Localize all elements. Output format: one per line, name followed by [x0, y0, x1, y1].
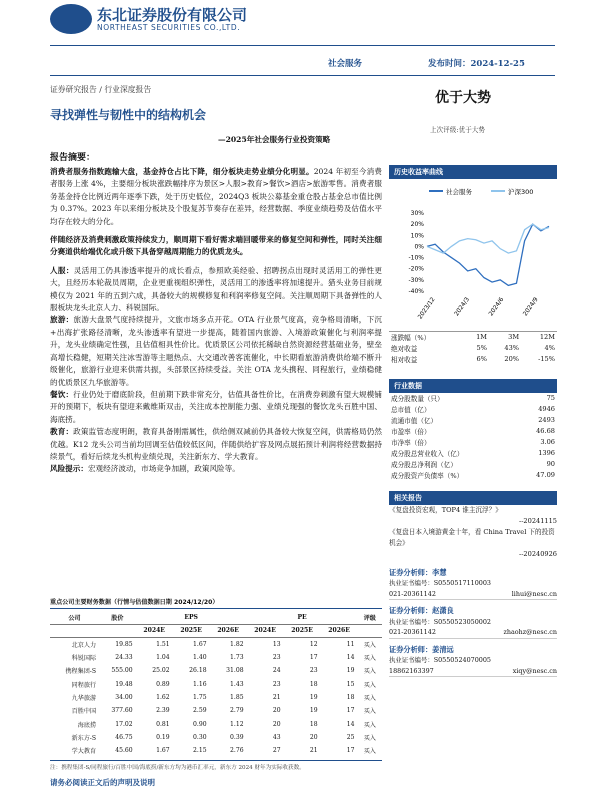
- table-cell: 19: [309, 693, 318, 701]
- header-divider: [50, 45, 555, 46]
- y-tick-label: -40%: [408, 288, 424, 295]
- perf-header-cell: 1M: [476, 333, 488, 342]
- table-row: [50, 744, 382, 757]
- table-cell: 377.60: [111, 707, 133, 715]
- summary-paragraph: [50, 234, 382, 259]
- summary-paragraph: [50, 314, 382, 388]
- table-cell: 1.67: [193, 640, 207, 648]
- analyst-card: [389, 606, 557, 639]
- analyst-phone: 18862163397: [389, 666, 434, 675]
- perf-header-cell: 12M: [539, 333, 555, 342]
- series-line: [427, 224, 549, 285]
- table-row: [50, 704, 382, 717]
- table-cell: 0.81: [156, 720, 170, 728]
- table-cell: 买入: [363, 668, 376, 676]
- rating: 优于大势: [435, 90, 491, 106]
- fin-subheader: [358, 624, 382, 637]
- table-cell: 21: [272, 693, 281, 701]
- table-cell: 18: [346, 693, 355, 701]
- perf-cell: 4%: [544, 344, 555, 352]
- perf-header-cell: 3M: [508, 333, 520, 342]
- table-cell: 34.00: [115, 693, 133, 701]
- table-cell: 14: [346, 720, 355, 728]
- table-cell: 17: [346, 707, 355, 715]
- fin-table-block: [50, 597, 382, 771]
- analysts: [389, 568, 557, 678]
- table-cell: 2.79: [230, 707, 244, 715]
- paragraph-lead: 消费者服务指数跑输大盘，基金持仓占比下降，细分板块走势业绩分化明显。: [50, 167, 314, 176]
- table-cell: 43: [272, 733, 281, 741]
- y-tick-label: 0%: [414, 243, 424, 251]
- table-cell: 买入: [363, 641, 376, 649]
- table-row: [50, 677, 382, 690]
- fin-subheader: 2024E: [143, 627, 165, 635]
- paragraph-lead: 人服：: [50, 265, 74, 275]
- paragraph-lead: 餐饮：: [50, 389, 74, 399]
- paragraph-lead: 旅游：: [50, 315, 74, 325]
- table-row: [50, 691, 382, 704]
- perf-row: [389, 354, 557, 365]
- table-cell: 同程旅行: [71, 681, 97, 689]
- footer-disclaimer: 请务必阅读正文后的声明及说明: [50, 778, 155, 787]
- table-cell: 1.12: [230, 720, 244, 728]
- table-cell: 北京人力: [71, 641, 97, 649]
- table-cell: 25.02: [152, 667, 170, 675]
- paragraph-text: 2024 年初至今消费者服务上涨 4%，主要细分板块涨跌幅排序为景区>人服>教育>餐饮>酒店>旅游零售。消费者服务基金持仓比例近两年逐季下跌，处于历史低位，2024Q3 板块公募基金重仓股占基金总市值比例为 0.37%。2023 年以来细分板块及个股复苏节奏存在差异，经营数据、季度业绩趋势及估值水平均存在较大的分化。: [50, 167, 382, 226]
- table-cell: 1.51: [156, 640, 170, 648]
- industry-cell: 成分股总营业收入（亿）: [391, 450, 464, 458]
- perf-cell: 5%: [476, 344, 488, 352]
- table-cell: 17.02: [115, 720, 133, 728]
- header-category: 社会服务: [328, 59, 363, 69]
- table-cell: 百胜中国: [71, 708, 97, 716]
- x-tick-label: 2024/6: [487, 296, 506, 318]
- analyst-name: 证券分析师：姜清远: [389, 644, 454, 654]
- y-tick-label: -20%: [408, 265, 424, 273]
- perf-table: [389, 331, 557, 365]
- industry-cell: 成分股数量（只）: [391, 395, 444, 403]
- table-cell: 0.39: [230, 733, 244, 741]
- analyst-contact: [389, 627, 557, 638]
- industry-cell: 90: [546, 460, 555, 468]
- table-cell: 1.16: [193, 680, 207, 688]
- analyst-email[interactable]: zhaohz@nesc.cn: [503, 628, 557, 636]
- table-cell: 19: [346, 667, 355, 675]
- table-cell: 18: [309, 680, 318, 688]
- perf-cell: 43%: [504, 344, 520, 352]
- fin-subheader: [99, 624, 136, 637]
- table-cell: 2.39: [156, 707, 170, 715]
- fin-subheader: 2025E: [180, 627, 202, 635]
- financial-table: [50, 611, 382, 757]
- perf-header-cell: 涨跌幅（%）: [391, 334, 431, 343]
- table-cell: 21: [309, 747, 318, 755]
- table-cell: 25: [346, 733, 355, 741]
- table-cell: 18: [309, 720, 318, 728]
- industry-cell: 流通市值（亿）: [391, 417, 438, 425]
- legend-label: 社会服务: [446, 188, 472, 196]
- y-tick-label: 10%: [410, 232, 424, 240]
- industry-cell: 46.68: [536, 427, 555, 435]
- table-cell: 1.85: [230, 693, 244, 701]
- table-cell: 12: [309, 640, 318, 648]
- industry-cell: 75: [546, 394, 555, 402]
- table-cell: 1.62: [156, 693, 170, 701]
- table-cell: 20: [272, 707, 281, 715]
- trend-chart: [389, 179, 557, 329]
- perf-cell: -15%: [538, 355, 555, 363]
- table-row: [50, 638, 382, 651]
- col-pe: PE: [297, 613, 307, 621]
- table-cell: 14: [346, 654, 355, 662]
- table-cell: 买入: [363, 708, 376, 716]
- industry-cell: 成分股资产负债率（%）: [391, 472, 464, 480]
- paragraph-lead: 伴随经济及消费刺激政策持续发力，顺周期下看好需求端回暖带来的修复空间和弹性，同时关注细分赛道供给端优化或升级下具备穿越周期能力的优质龙头。: [50, 235, 382, 257]
- col-price: 股价: [111, 614, 124, 622]
- industry-cell: 3.06: [540, 438, 555, 446]
- table-cell: 科锐国际: [71, 655, 97, 663]
- table-cell: 555.00: [111, 667, 133, 675]
- paragraph-text: 旅游大盘景气度持续提升，文旅市场多点开花。OTA 行业景气度高，竞争格局清晰，下沉+出海扩张路径清晰，龙头渗透率有望进一步提高，随着国内旅游、入境游政策催化与利润率提升，龙头业绩确定性强，且估值相具性价比。优质景区公司依托稀缺自然资源经营基础业务，壁垒高增长稳健，短期关注冰雪游等主题热点、大交通改善客流催化，中长期看旅游消费供给端不断升级催化，旅游行业迎来供需共振，头部景区持续受益。关注 OTA 龙头携程、同程旅行，业绩稳健的优质景区九华旅游等。: [50, 315, 382, 387]
- report-title[interactable]: 《复盘日本入境游黄金十年，看 China Travel 下的投资机会》: [389, 527, 555, 547]
- x-tick-label: 2023/12: [416, 296, 437, 321]
- summary-paragraph: [50, 426, 382, 463]
- col-rating: 评级: [363, 614, 376, 622]
- fin-table-note: 注：携程集团-S/同程旅行/百胜中国/海底捞/新东方均为港币汇率元，新东方 2024 财年为实际收获数。: [50, 760, 382, 771]
- main-body: [50, 150, 382, 476]
- report-type: 证券研究报告 / 行业深度报告: [50, 85, 152, 94]
- table-cell: 1.04: [156, 654, 170, 662]
- table-cell: 11: [346, 640, 355, 648]
- industry-row: [389, 437, 557, 448]
- y-tick-label: -30%: [408, 276, 424, 284]
- paragraph-text: 行业仍处于磨底阶段，但前期下跌非常充分，估值具备性价比，在消费券刺激有望大规模铺开的预期下，板块有望迎来戴维斯双击，关注成本控制能力强、业绩兑现强的餐饮龙头百胜中国、海底捞。: [50, 389, 382, 424]
- industry-title: 行业数据: [389, 379, 557, 393]
- perf-header-row: [389, 332, 557, 343]
- perf-row: [389, 343, 557, 354]
- report-title: 寻找弹性与韧性中的结构机会: [50, 108, 207, 122]
- table-cell: 2.15: [193, 747, 207, 755]
- table-row: [50, 717, 382, 730]
- company-logo-icon: [50, 4, 92, 34]
- perf-cell: 绝对收益: [391, 345, 418, 353]
- table-cell: 买入: [363, 694, 376, 702]
- table-cell: 0.89: [156, 680, 170, 688]
- related-reports: [389, 505, 557, 560]
- table-cell: 23: [272, 680, 281, 688]
- analyst-contact: [389, 589, 557, 600]
- analyst-cert: 执业证书编号：S0550523050002: [389, 617, 491, 626]
- table-cell: 买入: [363, 681, 376, 689]
- analyst-cert: 执业证书编号：S0550517110003: [389, 579, 491, 587]
- fin-table-title: 重点公司主要财务数据（行情与估值数据日期 2024/12/20）: [50, 597, 382, 609]
- fin-subheader: 2026E: [328, 627, 350, 635]
- paragraph-text: 政策监管态度明朗，教育具备刚需属性，供给侧双减前仍具备较大恢复空间，供需格局仍然优越。K12 龙头公司当前均回调至估值较低区间，伴随供给扩容及网点展拓预计利润将经营数据持续景气，看好后续龙头机构业绩兑现，关注新东方、学大教育。: [50, 427, 382, 461]
- table-cell: 46.75: [115, 733, 133, 741]
- summary-heading: 报告摘要：: [50, 153, 96, 163]
- table-cell: 27: [272, 747, 281, 755]
- table-cell: 24: [272, 667, 281, 675]
- summary-paragraph: [50, 463, 382, 475]
- perf-cell: 6%: [476, 355, 488, 363]
- table-cell: 15: [346, 680, 355, 688]
- industry-cell: 市盈率（倍）: [391, 428, 431, 436]
- analyst-contact: [389, 666, 557, 677]
- analyst-name: 证券分析师：赵潇良: [389, 606, 454, 615]
- analyst-cert: 执业证书编号：S0550524070005: [389, 656, 491, 664]
- col-company: 公司: [68, 614, 81, 622]
- industry-table: [389, 393, 557, 481]
- table-cell: 20: [309, 733, 318, 741]
- table-cell: 1.73: [230, 654, 244, 662]
- table-cell: 0.30: [193, 733, 207, 741]
- table-cell: 26.18: [189, 667, 207, 675]
- analyst-card: [389, 568, 557, 601]
- table-row: [50, 664, 382, 677]
- fin-subheader: 2024E: [254, 627, 276, 635]
- x-tick-label: 2024/9: [521, 296, 540, 318]
- report-date: --20241115: [518, 516, 557, 525]
- col-eps: EPS: [184, 613, 198, 621]
- report-title[interactable]: 《复盘投资宏观，TOP4 谁主沉浮？》: [389, 505, 502, 514]
- summary-paragraphs: [50, 166, 382, 476]
- trend-title: 历史收益率曲线: [389, 165, 557, 179]
- table-cell: 20: [272, 720, 281, 728]
- summary-paragraph: [50, 166, 382, 228]
- industry-row: [389, 415, 557, 426]
- analyst-phone: 021-20361142: [389, 628, 436, 636]
- report-date: --20240926: [518, 549, 557, 558]
- sidebar: [389, 165, 557, 683]
- y-tick-label: -10%: [408, 254, 424, 262]
- legend-label: 沪深300: [508, 188, 534, 196]
- fin-subheader: 2026E: [217, 627, 239, 635]
- table-cell: 1.40: [193, 654, 207, 662]
- industry-cell: 2493: [538, 416, 555, 424]
- paragraph-text: 灵活用工仍具渗透率提升的成长看点，参照欧美经验、招聘拐点出现时灵活用工的弹性更大，且经历本轮裁员周期，企业更重视组织弹性，灵活用工的渗透率将加速提升。猎头业务目前规模仅为 2021 年的五到六成，具备较大的规模修复和利润率修复空间。关注顺周期下具备弹性的人服板块龙头北京人力、科锐国际。: [50, 265, 383, 313]
- table-cell: 1.43: [230, 680, 244, 688]
- analyst-email[interactable]: lihui@nesc.cn: [511, 589, 557, 598]
- y-tick-label: 30%: [410, 210, 424, 217]
- industry-cell: 成分股总净利润（亿）: [391, 461, 457, 469]
- table-cell: 24.33: [115, 654, 133, 662]
- industry-row: [389, 393, 557, 404]
- industry-row: [389, 459, 557, 470]
- table-cell: 海底捞: [77, 721, 97, 729]
- industry-row: [389, 470, 557, 481]
- industry-cell: 1396: [538, 449, 555, 457]
- table-cell: 19.85: [115, 640, 133, 648]
- table-cell: 1.82: [230, 640, 244, 648]
- trend-chart-svg: [389, 179, 557, 329]
- table-cell: 0.19: [156, 733, 170, 741]
- industry-row: [389, 426, 557, 437]
- brand-name: 东北证券股份有限公司: [97, 6, 248, 24]
- industry-cell: 4946: [538, 405, 555, 413]
- industry-cell: 市净率（倍）: [391, 439, 431, 447]
- table-cell: 19: [309, 707, 318, 715]
- analyst-phone: 021-20361142: [389, 589, 436, 598]
- analyst-name: 证券分析师：李慧: [389, 567, 447, 577]
- perf-cell: 20%: [504, 355, 520, 363]
- header-divider-2: [50, 75, 555, 76]
- table-cell: 2.59: [193, 707, 207, 715]
- summary-paragraph: [50, 389, 382, 426]
- table-cell: 买入: [363, 721, 376, 729]
- table-cell: 19.48: [115, 680, 133, 688]
- brand-name-en: NORTHEAST SECURITIES CO.,LTD.: [97, 23, 241, 32]
- fin-subheader: [50, 624, 99, 637]
- perf-cell: 相对收益: [391, 356, 418, 364]
- summary-paragraph: [50, 265, 382, 315]
- related-title: 相关报告: [389, 491, 557, 505]
- table-cell: 31.08: [226, 667, 244, 675]
- report-subtitle: —2025年社会服务行业投资策略: [218, 135, 331, 144]
- fin-subheader: 2025E: [291, 627, 313, 635]
- table-cell: 九华旅游: [71, 694, 97, 702]
- industry-cell: 总市值（亿）: [391, 406, 431, 414]
- table-cell: 1.67: [156, 747, 170, 755]
- table-cell: 携程集团-S: [65, 668, 97, 676]
- table-cell: 0.90: [193, 720, 207, 728]
- industry-row: [389, 404, 557, 415]
- analyst-card: [389, 645, 557, 678]
- table-cell: 学大教育: [71, 748, 97, 756]
- table-cell: 1.75: [193, 693, 207, 701]
- x-tick-label: 2024/3: [453, 296, 471, 318]
- industry-row: [389, 448, 557, 459]
- table-cell: 买入: [363, 734, 376, 742]
- table-cell: 17: [309, 654, 318, 662]
- publish-date: 发布时间：2024-12-25: [428, 59, 525, 69]
- table-cell: 23: [309, 667, 318, 675]
- industry-cell: 47.09: [536, 471, 555, 479]
- prev-rating: 上次评级:优于大势: [430, 126, 485, 134]
- table-cell: 13: [272, 640, 281, 648]
- y-tick-label: 20%: [410, 221, 424, 229]
- table-row: [50, 731, 382, 744]
- table-row: [50, 651, 382, 664]
- table-cell: 23: [272, 654, 281, 662]
- table-cell: 买入: [363, 748, 376, 756]
- table-cell: 买入: [363, 655, 376, 663]
- table-cell: 2.76: [230, 747, 244, 755]
- table-cell: 45.60: [115, 747, 133, 755]
- paragraph-lead: 教育：: [50, 427, 74, 437]
- analyst-email[interactable]: xiqy@nesc.cn: [512, 666, 557, 675]
- table-cell: 新东方-S: [71, 734, 97, 742]
- paragraph-lead: 风险提示：: [50, 464, 88, 474]
- paragraph-text: 宏观经济波动，市场竞争加剧，政策风险等。: [87, 464, 240, 474]
- table-cell: 17: [346, 747, 355, 755]
